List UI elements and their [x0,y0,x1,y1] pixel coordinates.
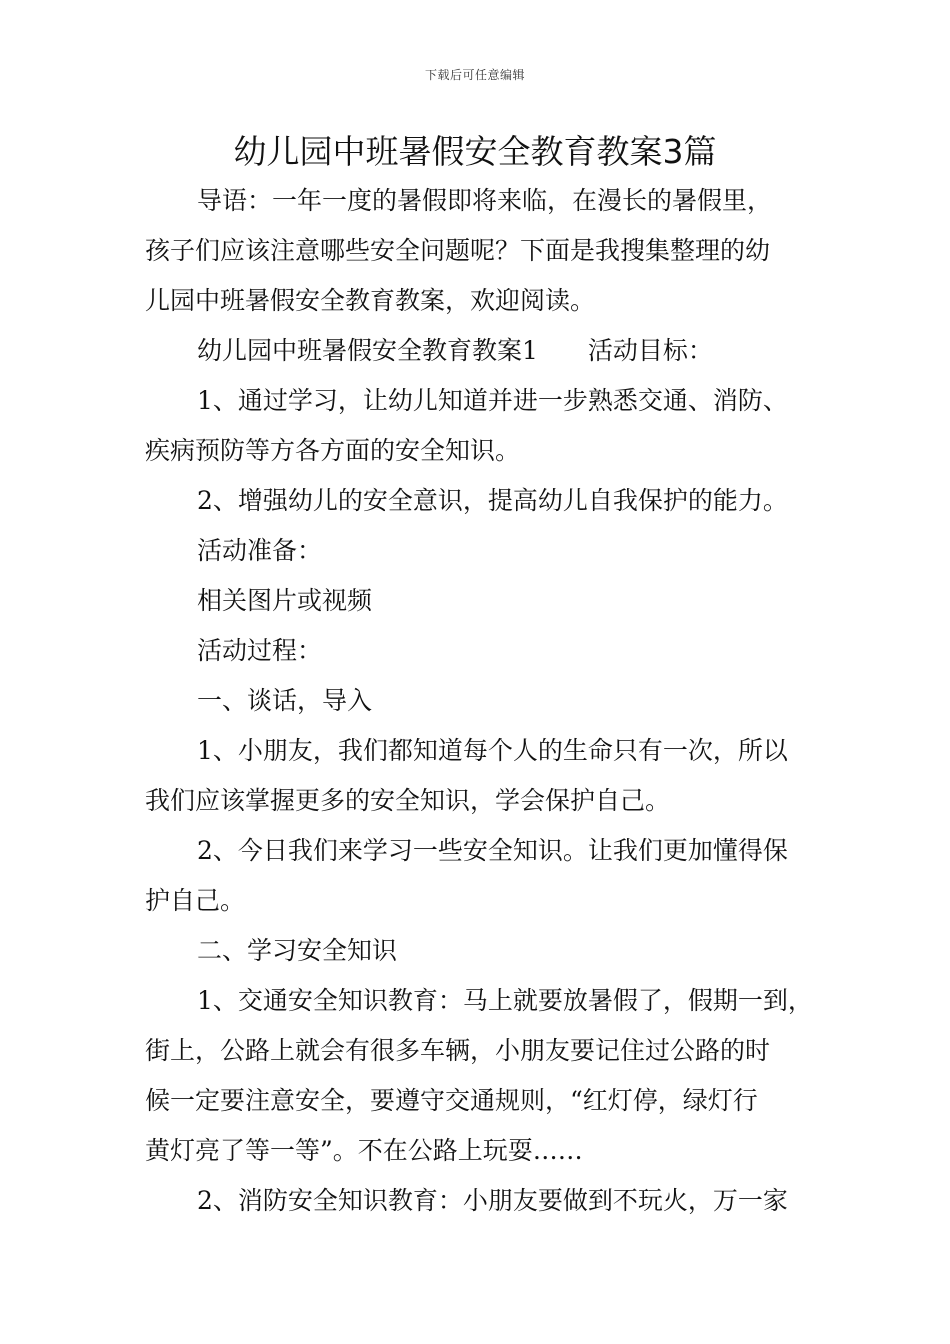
section-heading: 幼儿园中班暑假安全教育教案1 [197,336,538,365]
text-line: 街上，公路上就会有很多车辆，小朋友要记住过公路的时 [145,1036,771,1065]
goal-label: 活动目标： [587,336,713,365]
header-note: 下载后可任意编辑 [424,68,525,82]
section-heading-line [145,326,815,376]
step2-item-2 [145,1176,815,1226]
text-line: 护自己。 [145,886,246,915]
text-line: 1、小朋友，我们都知道每个人的生命只有一次，所以 [197,736,788,765]
step2-heading: 二、学习安全知识 [197,936,398,965]
step1-item-2 [145,826,815,926]
document-title: 幼儿园中班暑假安全教育教案3篇 [233,132,717,171]
text-line: 2、消防安全知识教育：小朋友要做到不玩火，万一家 [197,1186,788,1215]
text-line: 孩子们应该注意哪些安全问题呢？下面是我搜集整理的幼 [145,236,771,265]
process-label: 活动过程： [197,636,323,665]
step1-heading: 一、谈话，导入 [197,686,373,715]
step2-item-1 [145,976,815,1176]
text-line: 候一定要注意安全，要遵守交通规则，“红灯停，绿灯行 [145,1086,758,1115]
text-line: 儿园中班暑假安全教育教案，欢迎阅读。 [145,286,596,315]
goal-item-1 [145,376,815,476]
goal-item-2: 2、增强幼儿的安全意识，提高幼儿自我保护的能力。 [197,486,788,515]
text-line: 1、通过学习，让幼儿知道并进一步熟悉交通、消防、 [197,386,788,415]
text-line: 我们应该掌握更多的安全知识，学会保护自己。 [145,786,671,815]
text-line: 1、交通安全知识教育：马上就要放暑假了，假期一到， [197,986,813,1015]
intro-paragraph [145,176,815,326]
text-line: 疾病预防等方各方面的安全知识。 [145,436,521,465]
step1-item-1 [145,726,815,826]
text-line: 黄灯亮了等一等”。不在公路上玩耍…… [145,1136,583,1165]
prep-item: 相关图片或视频 [197,586,373,615]
document-body [145,176,815,1226]
text-line: 2、今日我们来学习一些安全知识。让我们更加懂得保 [197,836,788,865]
text-line: 导语：一年一度的暑假即将来临，在漫长的暑假里， [197,186,773,215]
prep-label: 活动准备： [197,536,323,565]
